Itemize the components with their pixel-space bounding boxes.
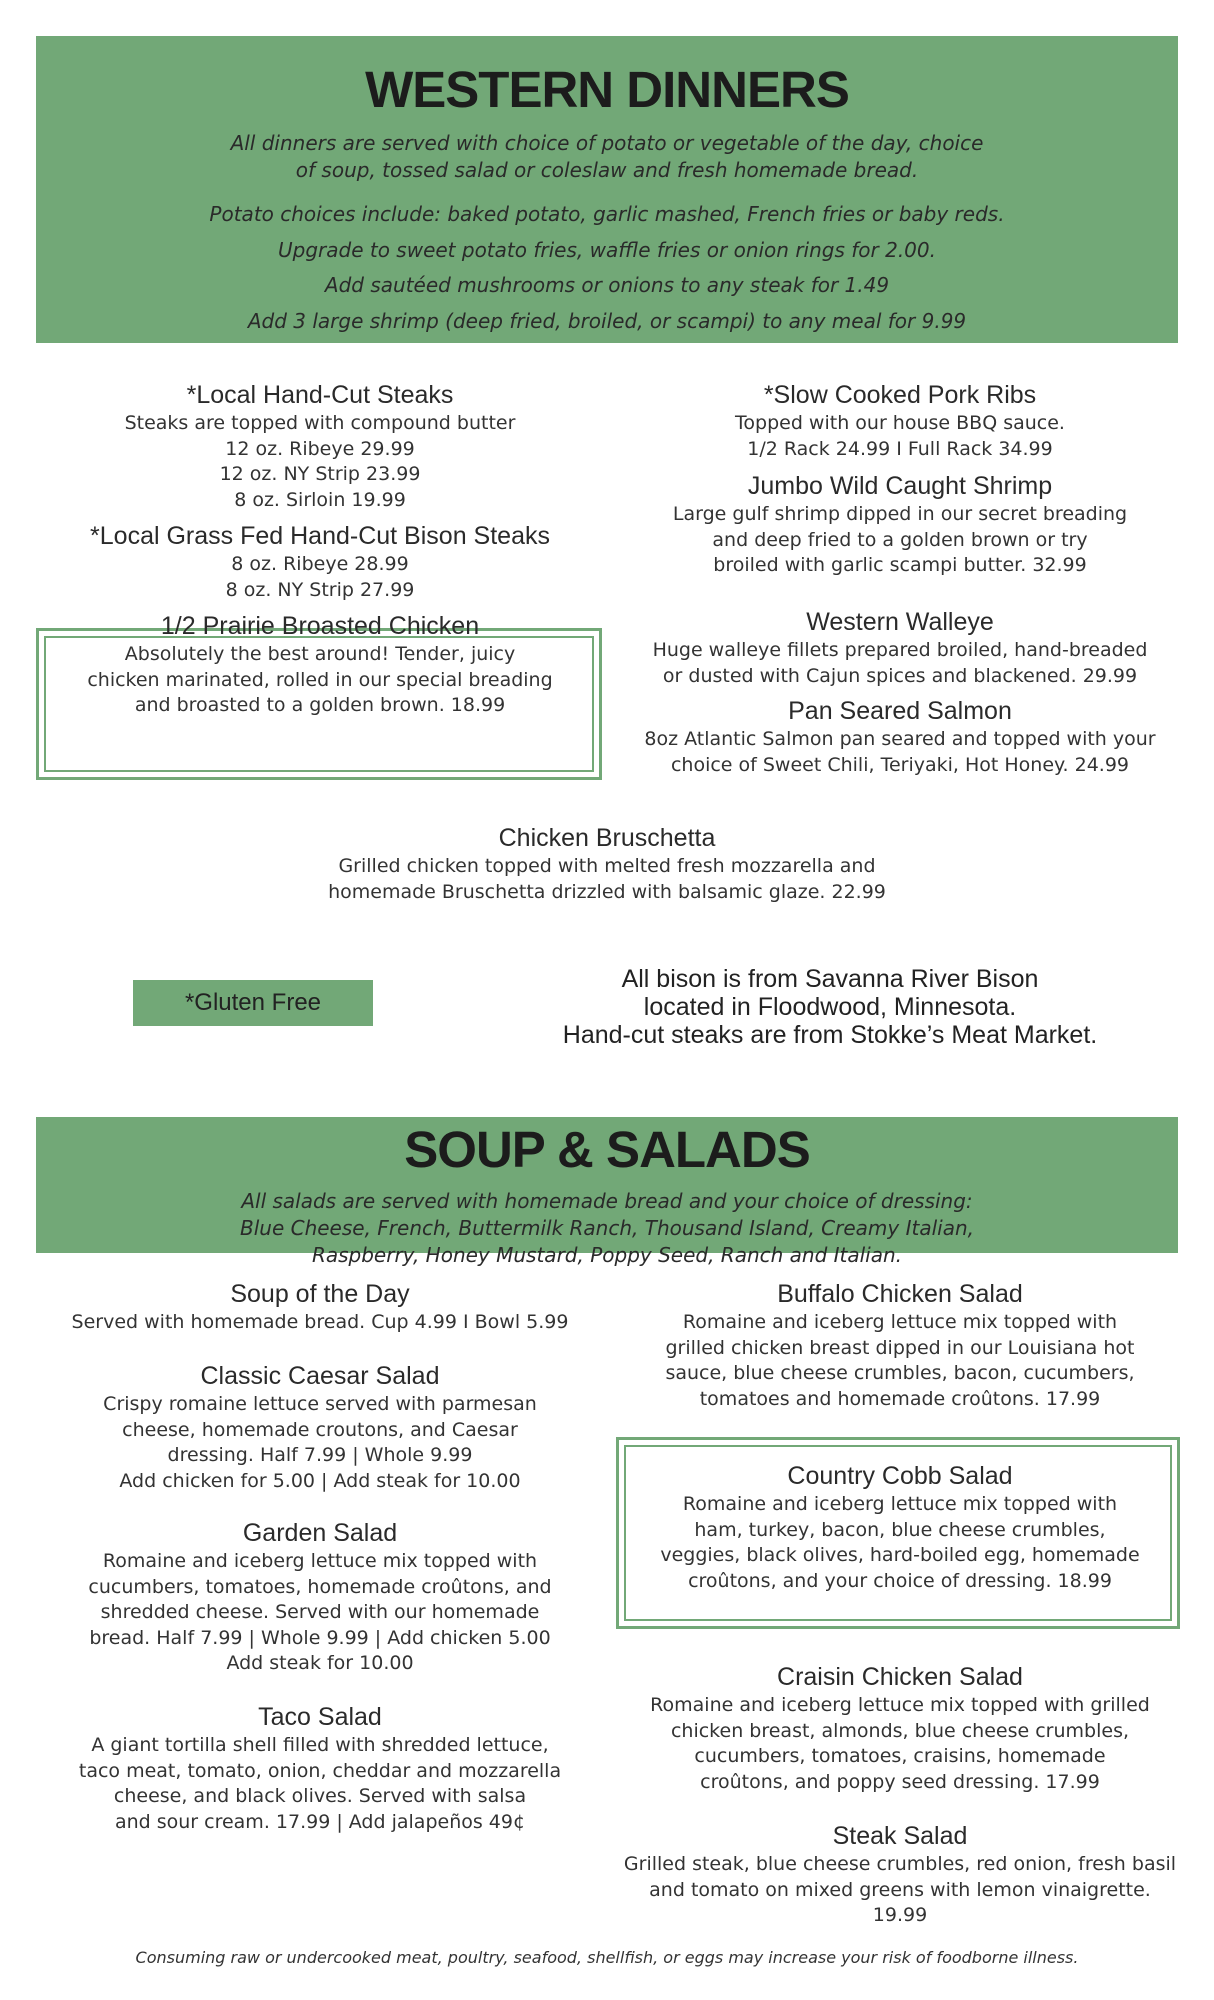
item-desc-line: homemade Bruschetta drizzled with balsamic glaze. 22.99 (328, 880, 886, 903)
item-desc-line: cucumbers, tomatoes, craisins, homemade (694, 1745, 1106, 1767)
bison-note-line: located in Floodwood, Minnesota. (643, 993, 1017, 1021)
item-desc-line: sauce, blue cheese crumbles, bacon, cucumbers, (665, 1362, 1135, 1384)
item-desc-line: Topped with our house BBQ sauce. (735, 412, 1065, 434)
item-desc-line: 8oz Atlantic Salmon pan seared and topped with your (644, 728, 1156, 750)
menu-item-country-cobb-salad (620, 1460, 1180, 1594)
item-desc-line: 12 oz. Ribeye 29.99 (225, 437, 415, 460)
item-name: *Local Hand-Cut Steaks (186, 381, 454, 409)
item-desc-line: cheese, and black olives. Served with salsa (113, 1785, 527, 1807)
western-intro-2: of soup, tossed salad or coleslaw and fresh homemade bread. (295, 158, 919, 182)
item-desc-line: Grilled chicken topped with melted fresh mozzarella and (338, 855, 876, 877)
item-name: Buffalo Chicken Salad (777, 1280, 1023, 1308)
item-name: Country Cobb Salad (787, 1462, 1013, 1490)
western-intro-4: Upgrade to sweet potato fries, waffle fries or onion rings for 2.00. (277, 238, 936, 262)
menu-item-taco-salad (40, 1701, 600, 1835)
item-desc-line: shredded cheese. Served with our homemade (100, 1601, 540, 1623)
item-desc-line: chicken marinated, rolled in our special breading (87, 668, 553, 691)
item-desc-line: and broasted to a golden brown. 18.99 (134, 694, 506, 716)
bison-note (560, 965, 1100, 1049)
item-desc-line: chicken breast, almonds, blue cheese crumbles, (670, 1719, 1130, 1742)
item-desc-line: Romaine and iceberg lettuce mix topped with grilled (650, 1694, 1150, 1716)
item-desc-line: 1/2 Rack 24.99 I Full Rack 34.99 (747, 437, 1053, 460)
item-desc-line: taco meat, tomato, onion, cheddar and mozzarella (78, 1759, 562, 1782)
menu-item-hand-cut-steaks (60, 379, 580, 513)
item-desc-line: grilled chicken breast dipped in our Louisiana hot (665, 1336, 1135, 1359)
bison-note-line: Hand-cut steaks are from Stokke’s Meat Market. (562, 1021, 1098, 1049)
item-name: *Slow Cooked Pork Ribs (763, 381, 1037, 409)
item-name: Soup of the Day (230, 1280, 410, 1308)
item-name: Jumbo Wild Caught Shrimp (747, 472, 1053, 500)
menu-item-walleye (630, 606, 1170, 689)
item-name: 1/2 Prairie Broasted Chicken (160, 612, 480, 640)
item-desc-line: Add chicken for 5.00 | Add steak for 10.00 (119, 1469, 521, 1492)
item-desc-line: tomatoes and homemade croûtons. 17.99 (699, 1387, 1101, 1410)
item-desc-line: 12 oz. NY Strip 23.99 (219, 463, 421, 485)
footer-disclaimer: Consuming raw or undercooked meat, poultry, seafood, shellfish, or eggs may increase your risk of foodborne illness. (135, 1948, 1079, 1967)
item-desc-line: choice of Sweet Chili, Teriyaki, Hot Honey. 24.99 (670, 753, 1130, 776)
item-desc-line: veggies, black olives, hard-boiled egg, homemade (660, 1544, 1140, 1566)
item-desc-line: 8 oz. Sirloin 19.99 (234, 488, 406, 511)
soups-intro-2: Blue Cheese, French, Buttermilk Ranch, Thousand Island, Creamy Italian, (239, 1216, 974, 1240)
soups-title: SOUP & SALADS (404, 1121, 810, 1178)
menu-item-caesar-salad (40, 1360, 600, 1494)
item-name: Chicken Bruschetta (498, 824, 716, 852)
bison-note-line: All bison is from Savanna River Bison (621, 965, 1039, 993)
item-desc-line: broiled with garlic scampi butter. 32.99 (713, 554, 1087, 576)
item-desc-line: Add steak for 10.00 (226, 1652, 414, 1674)
item-name: Steak Salad (832, 1822, 968, 1850)
item-desc-line: ham, turkey, bacon, blue cheese crumbles, (694, 1518, 1106, 1541)
western-intro-6: Add 3 large shrimp (deep fried, broiled, or scampi) to any meal for 9.99 (247, 309, 967, 333)
menu-item-jumbo-shrimp (630, 470, 1170, 579)
menu-item-soup-of-the-day (40, 1278, 600, 1336)
item-desc-line: Romaine and iceberg lettuce mix topped with (682, 1493, 1118, 1515)
menu-item-broasted-chicken (40, 610, 600, 719)
soups-intro-3: Raspberry, Honey Mustard, Poppy Seed, Ranch and Italian. (311, 1243, 903, 1267)
menu-item-chicken-bruschetta (250, 822, 964, 905)
item-desc-line: and sour cream. 17.99 | Add jalapeños 49¢ (114, 1810, 526, 1833)
western-intro-1: All dinners are served with choice of potato or vegetable of the day, choice (230, 131, 984, 155)
item-desc-line: bread. Half 7.99 | Whole 9.99 | Add chicken 5.00 (89, 1626, 551, 1649)
item-name: Taco Salad (258, 1703, 382, 1731)
item-desc-line: Romaine and iceberg lettuce mix topped with (682, 1311, 1118, 1333)
item-desc-line: Large gulf shrimp dipped in our secret breading (672, 503, 1128, 525)
soups-intro-1: All salads are served with homemade bread and your choice of dressing: (241, 1189, 973, 1213)
item-desc-line: 8 oz. NY Strip 27.99 (225, 578, 415, 601)
menu-item-craisin-chicken-salad (620, 1661, 1180, 1795)
item-name: Classic Caesar Salad (200, 1362, 440, 1390)
western-intro-3: Potato choices include: baked potato, garlic mashed, French fries or baby reds. (209, 202, 1005, 226)
item-desc-line: dressing. Half 7.99 | Whole 9.99 (167, 1444, 473, 1466)
item-name: *Local Grass Fed Hand-Cut Bison Steaks (90, 522, 550, 550)
item-desc-line: Grilled steak, blue cheese crumbles, red onion, fresh basil (623, 1853, 1177, 1875)
item-desc-line: and deep fried to a golden brown or try (712, 528, 1088, 551)
menu-item-garden-salad (40, 1517, 600, 1677)
item-desc-line: croûtons, and poppy seed dressing. 17.99 (700, 1770, 1100, 1793)
menu-item-buffalo-chicken-salad (620, 1278, 1180, 1412)
item-desc-line: Romaine and iceberg lettuce mix topped with (102, 1550, 538, 1572)
item-desc-line: Huge walleye fillets prepared broiled, hand-breaded (652, 639, 1148, 661)
item-desc-line: Steaks are topped with compound butter (124, 412, 516, 434)
menu-item-bison-steaks (60, 520, 580, 603)
item-desc-line: cheese, homemade croutons, and Caesar (122, 1418, 518, 1441)
western-intro-5: Add sautéed mushrooms or onions to any steak for 1.49 (324, 273, 890, 297)
menu-item-steak-salad (620, 1820, 1180, 1929)
menu-item-salmon (630, 695, 1170, 778)
item-desc-line: 8 oz. Ribeye 28.99 (231, 553, 409, 575)
item-name: Garden Salad (242, 1519, 398, 1547)
item-desc-line: Crispy romaine lettuce served with parmesan (103, 1393, 537, 1415)
item-desc-line: and tomato on mixed greens with lemon vinaigrette. 19.99 (649, 1878, 1151, 1926)
item-desc-line: A giant tortilla shell filled with shredded lettuce, (91, 1734, 549, 1756)
item-name: Western Walleye (806, 608, 994, 636)
item-desc-line: croûtons, and your choice of dressing. 18.99 (688, 1569, 1112, 1592)
item-desc-line: or dusted with Cajun spices and blackened. 29.99 (662, 664, 1138, 687)
item-name: Craisin Chicken Salad (777, 1663, 1023, 1691)
item-name: Pan Seared Salmon (788, 697, 1012, 725)
item-desc-line: Served with homemade bread. Cup 4.99 I Bowl 5.99 (71, 1311, 569, 1333)
menu-item-pork-ribs (630, 379, 1170, 462)
item-desc-line: Absolutely the best around! Tender, juicy (124, 643, 516, 665)
gluten-free-legend: *Gluten Free (133, 980, 373, 1026)
item-desc-line: cucumbers, tomatoes, homemade croûtons, and (88, 1575, 552, 1598)
western-title: WESTERN DINNERS (365, 61, 849, 118)
